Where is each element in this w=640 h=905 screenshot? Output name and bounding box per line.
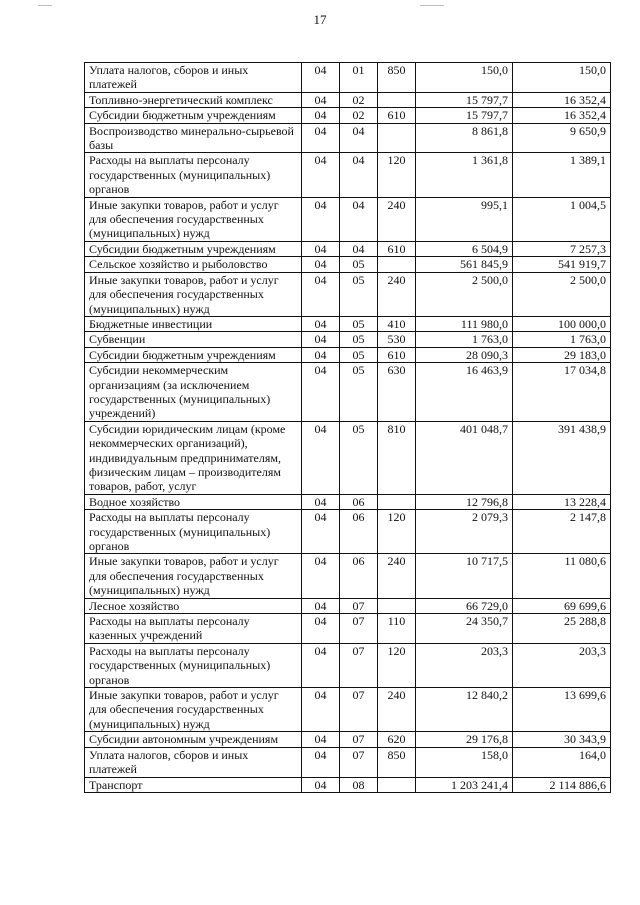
amount-year-1: 1 203 241,4: [416, 777, 513, 792]
table-row: [85, 494, 611, 509]
amount-year-2: 541 919,7: [513, 257, 611, 272]
amount-year-2: 2 500,0: [513, 272, 611, 316]
scan-mark-left: [38, 5, 52, 6]
row-name: Субсидии бюджетным учреждениям: [85, 241, 302, 256]
table-row: [85, 777, 611, 792]
expense-type-code: [378, 777, 416, 792]
section-code: 04: [302, 272, 340, 316]
row-name: Иные закупки товаров, работ и услуг для обеспечения государственных (муниципальных) нужд: [85, 272, 302, 316]
subsection-code: 06: [340, 510, 378, 554]
amount-year-2: 17 034,8: [513, 363, 611, 422]
row-name: Водное хозяйство: [85, 494, 302, 509]
row-name: Расходы на выплаты персоналу государственных (муниципальных) органов: [85, 510, 302, 554]
amount-year-2: 1 004,5: [513, 197, 611, 241]
table-row: [85, 347, 611, 362]
row-name: Субсидии некоммерческим организациям (за исключением государственных (муниципальных) учреждений): [85, 363, 302, 422]
subsection-code: 05: [340, 347, 378, 362]
amount-year-1: 8 861,8: [416, 123, 513, 153]
amount-year-1: 2 500,0: [416, 272, 513, 316]
table-row: [85, 363, 611, 422]
row-name: Субсидии бюджетным учреждениям: [85, 347, 302, 362]
expense-type-code: 240: [378, 554, 416, 598]
subsection-code: 02: [340, 92, 378, 107]
table-row: [85, 197, 611, 241]
row-name: Лесное хозяйство: [85, 598, 302, 613]
amount-year-1: 15 797,7: [416, 108, 513, 123]
table-body: [85, 63, 611, 793]
row-name: Расходы на выплаты персоналу государственных (муниципальных) органов: [85, 643, 302, 687]
expense-type-code: 240: [378, 272, 416, 316]
expense-type-code: 630: [378, 363, 416, 422]
amount-year-1: 16 463,9: [416, 363, 513, 422]
amount-year-2: 1 763,0: [513, 332, 611, 347]
table-row: [85, 554, 611, 598]
subsection-code: 05: [340, 316, 378, 331]
amount-year-1: 203,3: [416, 643, 513, 687]
expense-type-code: [378, 123, 416, 153]
subsection-code: 07: [340, 732, 378, 747]
expense-type-code: 410: [378, 316, 416, 331]
row-name: Иные закупки товаров, работ и услуг для обеспечения государственных (муниципальных) нужд: [85, 197, 302, 241]
table-row: [85, 688, 611, 732]
amount-year-1: 6 504,9: [416, 241, 513, 256]
section-code: 04: [302, 510, 340, 554]
section-code: 04: [302, 92, 340, 107]
subsection-code: 07: [340, 747, 378, 777]
expense-type-code: 850: [378, 747, 416, 777]
subsection-code: 01: [340, 63, 378, 93]
expense-type-code: 620: [378, 732, 416, 747]
section-code: 04: [302, 363, 340, 422]
amount-year-1: 1 763,0: [416, 332, 513, 347]
amount-year-1: 1 361,8: [416, 153, 513, 197]
subsection-code: 05: [340, 272, 378, 316]
expense-type-code: 120: [378, 510, 416, 554]
expense-type-code: 240: [378, 688, 416, 732]
expense-type-code: 530: [378, 332, 416, 347]
subsection-code: 04: [340, 197, 378, 241]
expense-type-code: 120: [378, 643, 416, 687]
amount-year-1: 24 350,7: [416, 614, 513, 644]
section-code: 04: [302, 732, 340, 747]
section-code: 04: [302, 241, 340, 256]
subsection-code: 05: [340, 363, 378, 422]
amount-year-1: 401 048,7: [416, 421, 513, 494]
amount-year-2: 13 699,6: [513, 688, 611, 732]
row-name: Субсидии юридическим лицам (кроме некоммерческих организаций), индивидуальным предпринимателям, физическим лицам – производителям товаров, работ, услуг: [85, 421, 302, 494]
section-code: 04: [302, 332, 340, 347]
subsection-code: 04: [340, 123, 378, 153]
expense-type-code: 810: [378, 421, 416, 494]
scan-mark-right: [420, 5, 444, 6]
amount-year-2: 69 699,6: [513, 598, 611, 613]
subsection-code: 06: [340, 554, 378, 598]
table-row: [85, 510, 611, 554]
section-code: 04: [302, 614, 340, 644]
section-code: 04: [302, 108, 340, 123]
amount-year-2: 203,3: [513, 643, 611, 687]
subsection-code: 05: [340, 332, 378, 347]
section-code: 04: [302, 257, 340, 272]
amount-year-1: 995,1: [416, 197, 513, 241]
row-name: Уплата налогов, сборов и иных платежей: [85, 63, 302, 93]
amount-year-2: 7 257,3: [513, 241, 611, 256]
table-row: [85, 272, 611, 316]
row-name: Топливно-энергетический комплекс: [85, 92, 302, 107]
section-code: 04: [302, 347, 340, 362]
amount-year-2: 391 438,9: [513, 421, 611, 494]
expense-type-code: [378, 598, 416, 613]
amount-year-1: 2 079,3: [416, 510, 513, 554]
row-name: Бюджетные инвестиции: [85, 316, 302, 331]
table-row: [85, 153, 611, 197]
table-row: [85, 241, 611, 256]
section-code: 04: [302, 197, 340, 241]
row-name: Транспорт: [85, 777, 302, 792]
table-row: [85, 332, 611, 347]
subsection-code: 05: [340, 257, 378, 272]
table-row: [85, 598, 611, 613]
table-row: [85, 614, 611, 644]
amount-year-1: 12 796,8: [416, 494, 513, 509]
row-name: Воспроизводство минерально-сырьевой базы: [85, 123, 302, 153]
section-code: 04: [302, 421, 340, 494]
table-row: [85, 732, 611, 747]
section-code: 04: [302, 494, 340, 509]
table-row: [85, 643, 611, 687]
table-row: [85, 92, 611, 107]
amount-year-2: 9 650,9: [513, 123, 611, 153]
row-name: Сельское хозяйство и рыболовство: [85, 257, 302, 272]
table-row: [85, 108, 611, 123]
amount-year-1: 561 845,9: [416, 257, 513, 272]
amount-year-1: 12 840,2: [416, 688, 513, 732]
amount-year-2: 1 389,1: [513, 153, 611, 197]
section-code: 04: [302, 554, 340, 598]
subsection-code: 02: [340, 108, 378, 123]
subsection-code: 07: [340, 643, 378, 687]
amount-year-2: 29 183,0: [513, 347, 611, 362]
subsection-code: 05: [340, 421, 378, 494]
table-row: [85, 316, 611, 331]
subsection-code: 04: [340, 241, 378, 256]
amount-year-1: 150,0: [416, 63, 513, 93]
subsection-code: 08: [340, 777, 378, 792]
expense-type-code: 850: [378, 63, 416, 93]
subsection-code: 04: [340, 153, 378, 197]
table-row: [85, 123, 611, 153]
expense-type-code: 120: [378, 153, 416, 197]
expense-type-code: [378, 494, 416, 509]
table-row: [85, 747, 611, 777]
page-number: 17: [313, 12, 327, 27]
budget-table: [84, 62, 611, 793]
subsection-code: 07: [340, 688, 378, 732]
amount-year-2: 13 228,4: [513, 494, 611, 509]
expense-type-code: [378, 257, 416, 272]
section-code: 04: [302, 688, 340, 732]
amount-year-2: 25 288,8: [513, 614, 611, 644]
expense-type-code: 610: [378, 241, 416, 256]
amount-year-1: 10 717,5: [416, 554, 513, 598]
amount-year-2: 16 352,4: [513, 108, 611, 123]
section-code: 04: [302, 153, 340, 197]
amount-year-2: 2 147,8: [513, 510, 611, 554]
section-code: 04: [302, 777, 340, 792]
amount-year-2: 150,0: [513, 63, 611, 93]
amount-year-2: 30 343,9: [513, 732, 611, 747]
row-name: Иные закупки товаров, работ и услуг для обеспечения государственных (муниципальных) нужд: [85, 554, 302, 598]
amount-year-1: 158,0: [416, 747, 513, 777]
amount-year-2: 2 114 886,6: [513, 777, 611, 792]
table-row: [85, 257, 611, 272]
section-code: 04: [302, 316, 340, 331]
amount-year-2: 16 352,4: [513, 92, 611, 107]
row-name: Субсидии автономным учреждениям: [85, 732, 302, 747]
amount-year-2: 100 000,0: [513, 316, 611, 331]
table-row: [85, 63, 611, 93]
expense-type-code: 110: [378, 614, 416, 644]
amount-year-1: 111 980,0: [416, 316, 513, 331]
row-name: Субсидии бюджетным учреждениям: [85, 108, 302, 123]
section-code: 04: [302, 598, 340, 613]
amount-year-1: 66 729,0: [416, 598, 513, 613]
amount-year-1: 29 176,8: [416, 732, 513, 747]
subsection-code: 06: [340, 494, 378, 509]
expense-type-code: [378, 92, 416, 107]
expense-type-code: 610: [378, 347, 416, 362]
amount-year-2: 11 080,6: [513, 554, 611, 598]
amount-year-1: 28 090,3: [416, 347, 513, 362]
section-code: 04: [302, 123, 340, 153]
row-name: Расходы на выплаты персоналу казенных учреждений: [85, 614, 302, 644]
row-name: Субвенции: [85, 332, 302, 347]
amount-year-2: 164,0: [513, 747, 611, 777]
subsection-code: 07: [340, 598, 378, 613]
row-name: Иные закупки товаров, работ и услуг для обеспечения государственных (муниципальных) нужд: [85, 688, 302, 732]
section-code: 04: [302, 63, 340, 93]
section-code: 04: [302, 747, 340, 777]
section-code: 04: [302, 643, 340, 687]
expense-type-code: 610: [378, 108, 416, 123]
table-row: [85, 421, 611, 494]
row-name: Уплата налогов, сборов и иных платежей: [85, 747, 302, 777]
subsection-code: 07: [340, 614, 378, 644]
row-name: Расходы на выплаты персоналу государственных (муниципальных) органов: [85, 153, 302, 197]
amount-year-1: 15 797,7: [416, 92, 513, 107]
expense-type-code: 240: [378, 197, 416, 241]
